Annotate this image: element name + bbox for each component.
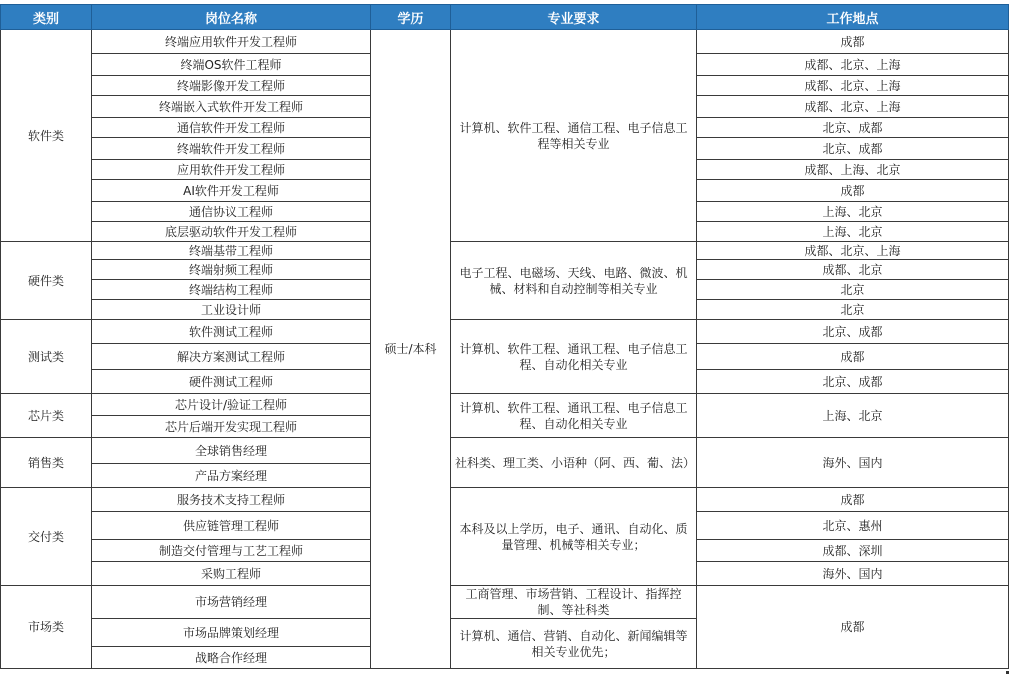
requirement-cell: 本科及以上学历，电子、通讯、自动化、质量管理、机械等相关专业； — [451, 488, 697, 586]
header-requirements: 专业要求 — [451, 5, 697, 30]
position-title: 底层驱动软件开发工程师 — [92, 222, 371, 242]
position-title: 服务技术支持工程师 — [92, 488, 371, 512]
position-title: 芯片设计/验证工程师 — [92, 394, 371, 416]
position-title: 芯片后端开发实现工程师 — [92, 416, 371, 438]
requirement-cell: 计算机、通信、营销、自动化、新闻编辑等相关专业优先； — [451, 619, 697, 669]
location-cell: 成都、北京、上海 — [697, 76, 1009, 96]
position-title: 战略合作经理 — [92, 647, 371, 669]
location-cell: 海外、国内 — [697, 438, 1009, 488]
position-title: 终端软件开发工程师 — [92, 138, 371, 160]
category-cell: 测试类 — [1, 320, 92, 394]
table-row — [1, 438, 1009, 464]
location-cell: 成都、北京、上海 — [697, 96, 1009, 118]
location-cell: 北京、成都 — [697, 370, 1009, 394]
category-cell: 芯片类 — [1, 394, 92, 438]
position-title: 终端结构工程师 — [92, 280, 371, 300]
location-cell: 上海、北京 — [697, 222, 1009, 242]
position-title: 终端影像开发工程师 — [92, 76, 371, 96]
position-title: 全球销售经理 — [92, 438, 371, 464]
header-degree: 学历 — [371, 5, 451, 30]
table-row — [1, 488, 1009, 512]
header-position: 岗位名称 — [92, 5, 371, 30]
table-row — [1, 320, 1009, 344]
position-title: 终端基带工程师 — [92, 242, 371, 260]
position-title: 通信协议工程师 — [92, 202, 371, 222]
location-cell: 上海、北京 — [697, 394, 1009, 438]
position-title: 产品方案经理 — [92, 464, 371, 488]
location-cell: 海外、国内 — [697, 562, 1009, 586]
degree-cell: 硕士/本科 — [371, 30, 451, 669]
requirement-cell: 计算机、软件工程、通讯工程、电子信息工程、自动化相关专业 — [451, 394, 697, 438]
header-location: 工作地点 — [697, 5, 1009, 30]
corner-mark — [1006, 671, 1009, 674]
location-cell: 成都、北京 — [697, 260, 1009, 280]
category-cell: 交付类 — [1, 488, 92, 586]
position-title: 终端嵌入式软件开发工程师 — [92, 96, 371, 118]
position-title: 制造交付管理与工艺工程师 — [92, 540, 371, 562]
position-title: AI软件开发工程师 — [92, 180, 371, 202]
location-cell: 成都 — [697, 180, 1009, 202]
position-title: 应用软件开发工程师 — [92, 160, 371, 180]
position-title: 终端OS软件工程师 — [92, 54, 371, 76]
location-cell: 北京、成都 — [697, 138, 1009, 160]
position-title: 终端应用软件开发工程师 — [92, 30, 371, 54]
category-cell: 销售类 — [1, 438, 92, 488]
location-cell: 成都 — [697, 344, 1009, 370]
position-title: 市场品牌策划经理 — [92, 619, 371, 647]
position-title: 工业设计师 — [92, 300, 371, 320]
location-cell: 成都、深圳 — [697, 540, 1009, 562]
location-cell: 成都 — [697, 488, 1009, 512]
location-cell: 成都 — [697, 586, 1009, 669]
location-cell: 成都、北京、上海 — [697, 242, 1009, 260]
table-row — [1, 394, 1009, 416]
location-cell: 成都、上海、北京 — [697, 160, 1009, 180]
location-cell: 北京、惠州 — [697, 512, 1009, 540]
position-title: 终端射频工程师 — [92, 260, 371, 280]
requirement-cell: 电子工程、电磁场、天线、电路、微波、机械、材料和自动控制等相关专业 — [451, 242, 697, 320]
table-row — [1, 242, 1009, 260]
jobs-table — [0, 4, 1009, 669]
position-title: 供应链管理工程师 — [92, 512, 371, 540]
position-title: 采购工程师 — [92, 562, 371, 586]
table-row — [1, 586, 1009, 619]
location-cell: 成都 — [697, 30, 1009, 54]
table-row — [1, 30, 1009, 54]
location-cell: 上海、北京 — [697, 202, 1009, 222]
category-cell: 市场类 — [1, 586, 92, 669]
header-category: 类别 — [1, 5, 92, 30]
location-cell: 北京、成都 — [697, 118, 1009, 138]
header-row — [1, 5, 1009, 30]
location-cell: 北京 — [697, 300, 1009, 320]
location-cell: 成都、北京、上海 — [697, 54, 1009, 76]
position-title: 软件测试工程师 — [92, 320, 371, 344]
requirement-cell: 计算机、软件工程、通讯工程、电子信息工程、自动化相关专业 — [451, 320, 697, 394]
position-title: 解决方案测试工程师 — [92, 344, 371, 370]
position-title: 市场营销经理 — [92, 586, 371, 619]
category-cell: 硬件类 — [1, 242, 92, 320]
position-title: 硬件测试工程师 — [92, 370, 371, 394]
position-title: 通信软件开发工程师 — [92, 118, 371, 138]
table-body — [1, 30, 1009, 669]
location-cell: 北京 — [697, 280, 1009, 300]
requirement-cell: 计算机、软件工程、通信工程、电子信息工程等相关专业 — [451, 30, 697, 242]
requirement-cell: 工商管理、市场营销、工程设计、指挥控制、等社科类 — [451, 586, 697, 619]
location-cell: 北京、成都 — [697, 320, 1009, 344]
category-cell: 软件类 — [1, 30, 92, 242]
requirement-cell: 社科类、理工类、小语种（阿、西、葡、法） — [451, 438, 697, 488]
